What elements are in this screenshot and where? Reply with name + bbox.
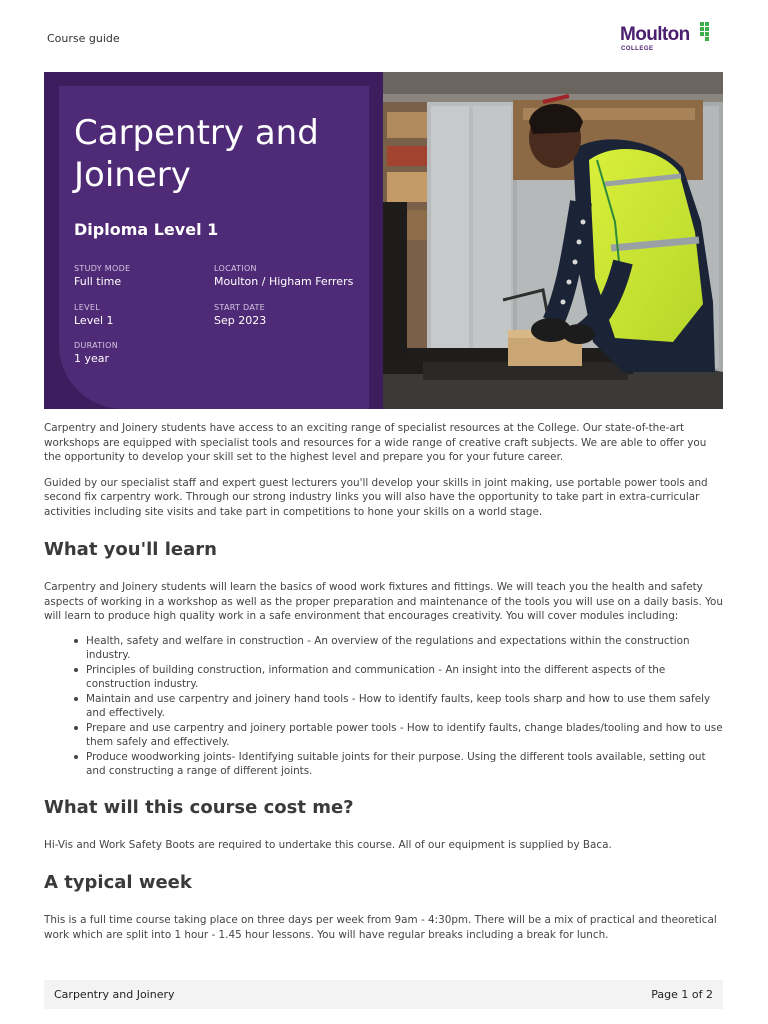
list-item: Prepare and use carpentry and joinery portable power tools - How to identify faults, change blades/tooling and how to use them safely and effectively. xyxy=(44,721,724,750)
intro-paragraph-1: Carpentry and Joinery students have access to an exciting range of specialist resources at the College. Our state-of-the-art workshops are equipped with specialist tools and resources for a wide range of creative craft subjects. We are able to offer you the opportunity to develop your skill set to the highest level and prepare you for your future career. xyxy=(44,422,707,463)
duration-label: DURATION xyxy=(74,341,119,350)
location-field xyxy=(214,264,353,288)
course-title: Carpentry and Joinery xyxy=(74,113,319,195)
week-heading: A typical week xyxy=(44,872,192,893)
location-value: Moulton / Higham Ferrers xyxy=(214,275,354,288)
start-date-label: START DATE xyxy=(214,303,266,312)
level-value: Level 1 xyxy=(74,314,114,327)
duration-value: 1 year xyxy=(74,352,110,365)
duration-field xyxy=(74,341,118,365)
week-paragraph: This is a full time course taking place on three days per week from 9am - 4:30pm. There will be a mix of practical and theoretical work which are split into 1 hour - 1.45 hour lessons. You will have regular breaks including a break for lunch. xyxy=(44,914,717,941)
list-item: Principles of building construction, information and communication - An insight into the different aspects of the construction industry. xyxy=(44,663,724,692)
course-qualification: Diploma Level 1 xyxy=(74,220,219,239)
intro-paragraph-2: Guided by our specialist staff and expert guest lecturers you'll develop your skills in joint making, use portable power tools and second fix carpentry work. Through our strong industry links you will also have the opportunity to take part in extra-curricular activities including site visits and take part in competitions to hone your skills on a world stage. xyxy=(44,476,708,518)
workshop-photo-illustration xyxy=(383,72,723,409)
logo-wordmark: Moulton xyxy=(620,24,690,45)
study-mode-value: Full time xyxy=(74,275,122,288)
list-item: Produce woodworking joints- Identifying suitable joints for their purpose. Using the different tools available, setting out and constructing a range of different joints. xyxy=(44,750,724,779)
modules-list xyxy=(44,634,724,779)
cost-heading: What will this course cost me? xyxy=(44,796,354,818)
start-date-value: Sep 2023 xyxy=(214,314,267,327)
level-field xyxy=(74,303,114,327)
document-type-label: Course guide xyxy=(47,32,120,45)
logo-leaf-icon xyxy=(700,22,710,42)
study-mode-field xyxy=(74,264,130,288)
list-item: Maintain and use carpentry and joinery hand tools - How to identify faults, keep tools sharp and how to use them safely and effectively. xyxy=(44,692,724,721)
level-label: LEVEL xyxy=(74,303,100,312)
start-date-field xyxy=(214,303,266,327)
learn-paragraph: Carpentry and Joinery students will learn the basics of wood work fixtures and fittings. We will teach you the health and safety aspects of working in a workshop as well as the proper preparation and maintenance of the tools you will use on a daily basis. You will learn to produce high quality work in a safe environment that encourages creativity. You will cover modules including: xyxy=(44,581,723,622)
footer-page-number: Page 1 of 2 xyxy=(651,988,713,1001)
learn-heading: What you'll learn xyxy=(44,539,217,560)
location-label: LOCATION xyxy=(214,264,257,273)
logo-subtitle: COLLEGE xyxy=(621,46,654,52)
course-content xyxy=(44,421,724,942)
hero-info-panel xyxy=(44,72,383,409)
list-item: Health, safety and welfare in construction - An overview of the regulations and expectations within the construction industry. xyxy=(44,634,724,663)
course-hero xyxy=(44,72,723,409)
student-sawing-wood-photo xyxy=(383,72,723,409)
study-mode-label: STUDY MODE xyxy=(74,264,131,273)
page-footer xyxy=(44,980,723,1009)
footer-course-name: Carpentry and Joinery xyxy=(54,988,175,1001)
moulton-college-logo xyxy=(620,22,712,56)
cost-paragraph: Hi-Vis and Work Safety Boots are required to undertake this course. All of our equipment is supplied by Baca. xyxy=(44,838,612,851)
